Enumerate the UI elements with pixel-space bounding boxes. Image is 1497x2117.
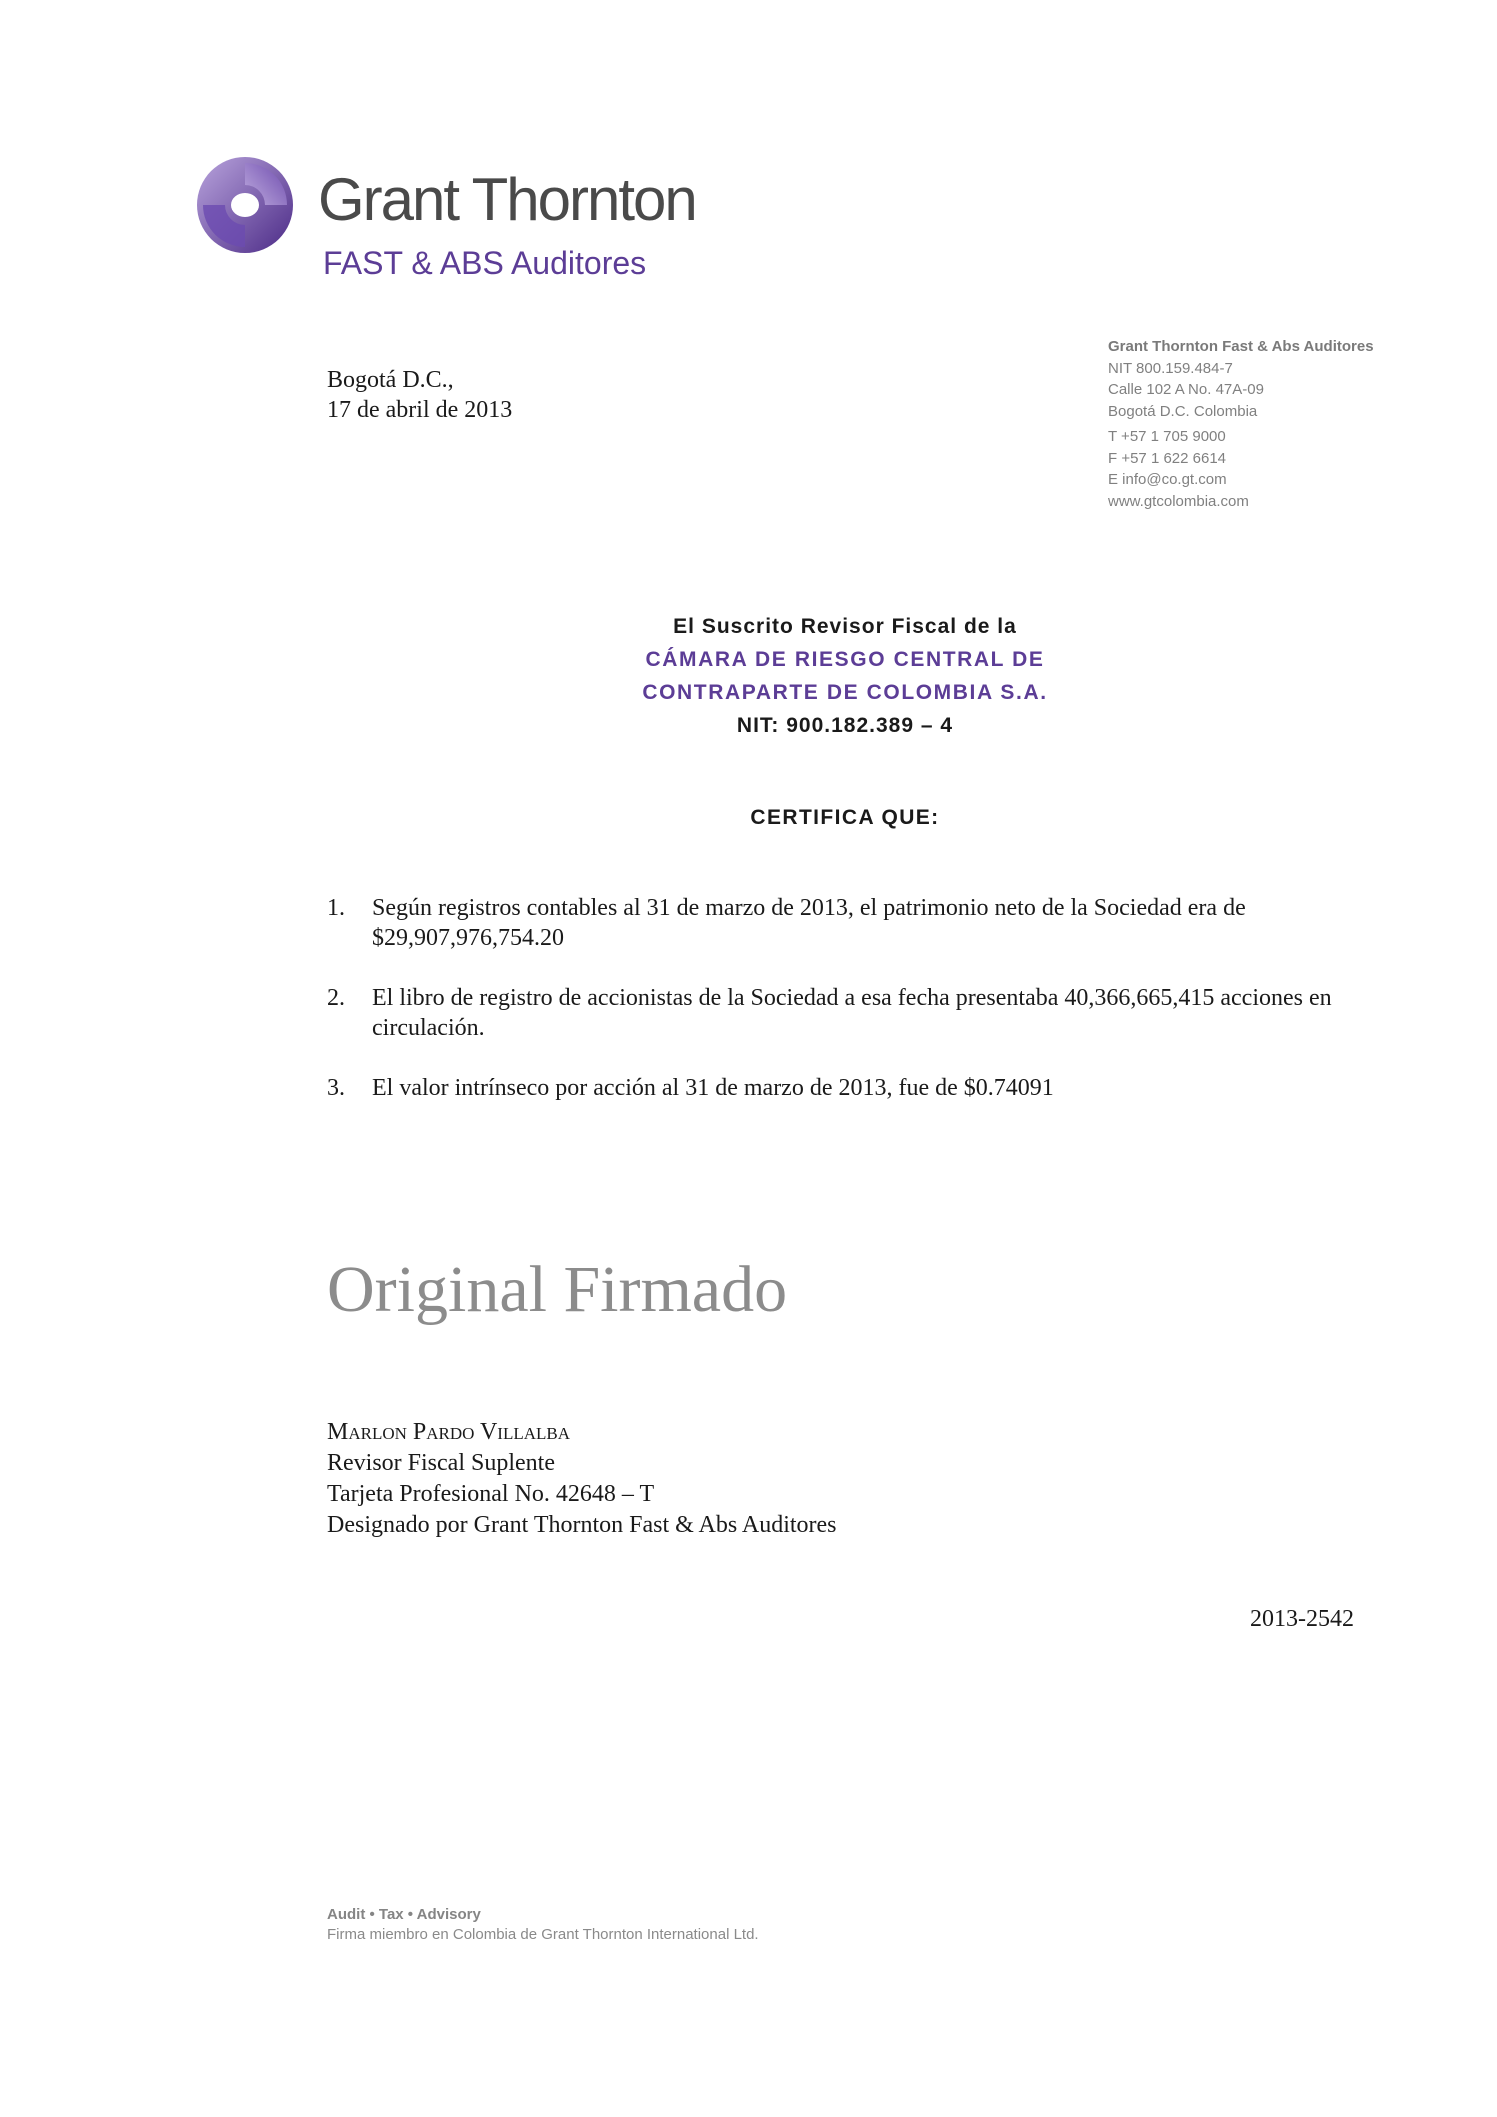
certification-list: [327, 893, 1367, 1133]
signer-card: Tarjeta Profesional No. 42648 – T: [327, 1481, 655, 1507]
firm-email: E info@co.gt.com: [1108, 471, 1227, 488]
entity-name-line1: CÁMARA DE RIESGO CENTRAL DE: [645, 648, 1045, 671]
certificate-heading: [540, 610, 1150, 742]
grant-thornton-logo-icon: [195, 155, 295, 255]
item-text: El libro de registro de accionistas de la Sociedad a esa fecha presentaba 40,366,665,415 acciones en circulación.: [372, 985, 1332, 1041]
firm-phone: T +57 1 705 9000: [1108, 428, 1226, 445]
footer-services: Audit • Tax • Advisory: [327, 1906, 481, 1923]
certifica-title: CERTIFICA QUE:: [750, 806, 940, 829]
signer-role: Revisor Fiscal Suplente: [327, 1450, 555, 1476]
logo-wordmark: Grant Thornton: [318, 166, 696, 233]
firm-city: Bogotá D.C. Colombia: [1108, 402, 1258, 420]
item-text: El valor intrínseco por acción al 31 de marzo de 2013, fue de $0.74091: [372, 1075, 1054, 1101]
date: 17 de abril de 2013: [327, 397, 513, 423]
footer: [327, 1905, 759, 1945]
entity-nit: NIT: 900.182.389 – 4: [736, 714, 954, 737]
firm-address-block: [1108, 336, 1374, 512]
item-text: Según registros contables al 31 de marzo de 2013, el patrimonio neto de la Sociedad era de $29,907,976,754.20: [372, 895, 1246, 951]
signer-name: Marlon Pardo Villalba: [327, 1419, 571, 1445]
firm-fax: F +57 1 622 6614: [1108, 449, 1227, 467]
reference-number: 2013-2542: [1250, 1606, 1354, 1632]
firm-website: www.gtcolombia.com: [1108, 492, 1249, 510]
heading-line: El Suscrito Revisor Fiscal de la: [673, 615, 1017, 638]
item-number: 1.: [327, 895, 345, 921]
entity-name-line2: CONTRAPARTE DE COLOMBIA S.A.: [642, 681, 1048, 704]
firm-nit: NIT 800.159.484-7: [1108, 359, 1233, 377]
signer-designation: Designado por Grant Thornton Fast & Abs Auditores: [327, 1512, 837, 1538]
footer-member-note: Firma miembro en Colombia de Grant Thornton International Ltd.: [327, 1926, 759, 1943]
firm-name: Grant Thornton Fast & Abs Auditores: [1108, 338, 1374, 355]
place: Bogotá D.C.,: [327, 367, 454, 393]
logo-subtitle: FAST & ABS Auditores: [323, 245, 647, 281]
list-item: [327, 893, 1367, 953]
signer-block: [327, 1417, 837, 1541]
list-item: [327, 983, 1367, 1043]
signature-stamp: Original Firmado: [327, 1253, 788, 1326]
firm-street: Calle 102 A No. 47A-09: [1108, 381, 1264, 398]
item-number: 3.: [327, 1075, 345, 1101]
place-date-block: [327, 365, 512, 425]
list-item: [327, 1073, 1367, 1103]
item-number: 2.: [327, 985, 345, 1011]
